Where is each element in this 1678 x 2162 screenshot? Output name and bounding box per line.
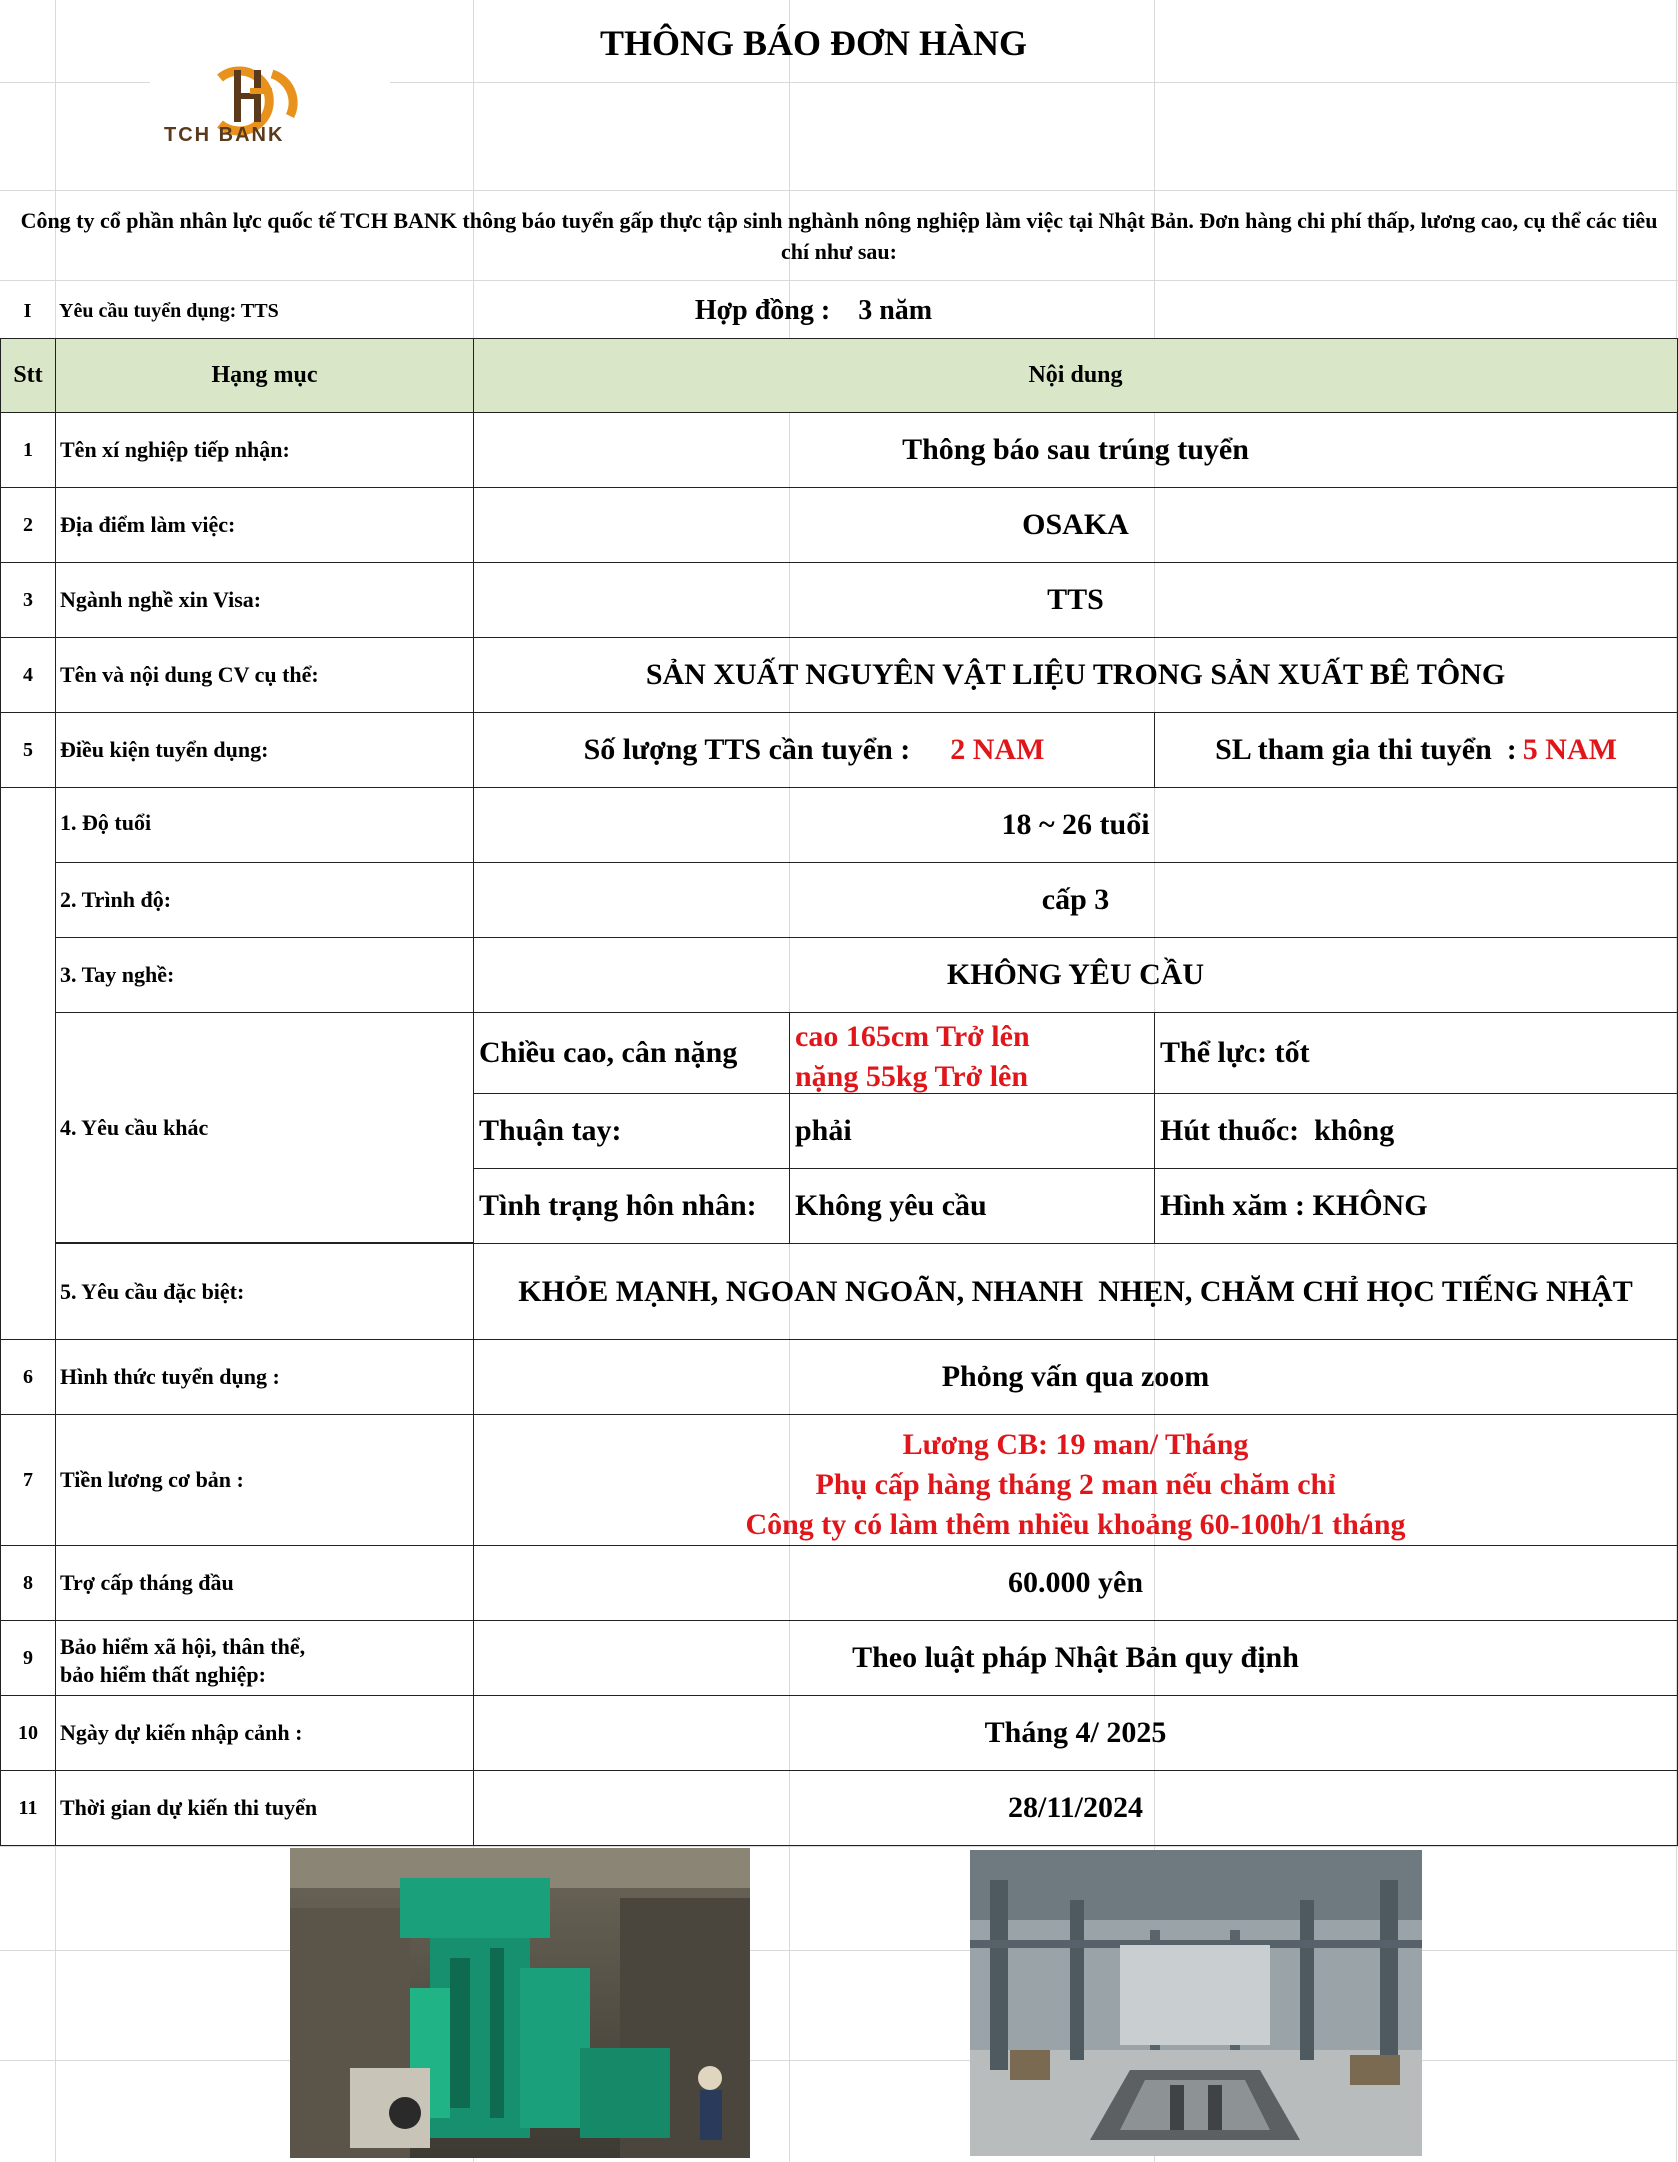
contract-duration: Hợp đồng : 3 năm bbox=[694, 295, 933, 326]
row-11-stt: 11 bbox=[0, 1770, 56, 1846]
row-6-stt: 6 bbox=[0, 1339, 56, 1415]
row-2-stt: 2 bbox=[0, 487, 56, 563]
height-value bbox=[789, 1012, 1155, 1094]
row-4-value: SẢN XUẤT NGUYÊN VẬT LIỆU TRONG SẢN XUẤT BÊ TÔNG bbox=[473, 637, 1678, 713]
other-label: 4. Yêu cầu khác bbox=[55, 1012, 474, 1243]
row-11-label: Thời gian dự kiến thi tuyển bbox=[55, 1770, 474, 1846]
row-5-qty bbox=[473, 712, 1155, 788]
row-1-value: Thông báo sau trúng tuyển bbox=[473, 412, 1678, 488]
row-11-value: 28/11/2024 bbox=[473, 1770, 1678, 1846]
row-5-stt: 5 bbox=[0, 712, 56, 788]
qty-value: 2 NAM bbox=[950, 733, 1045, 766]
age-label: 1. Độ tuổi bbox=[55, 787, 474, 863]
row-7-stt: 7 bbox=[0, 1414, 56, 1546]
row-3-value: TTS bbox=[473, 562, 1678, 638]
factory-floor-photo bbox=[970, 1850, 1422, 2156]
edu-label: 2. Trình độ: bbox=[55, 862, 474, 938]
salary-line-2: Phụ cấp hàng tháng 2 man nếu chăm chỉ bbox=[815, 1468, 1336, 1501]
row-9-label bbox=[55, 1620, 474, 1696]
row-6-label: Hình thức tuyển dụng : bbox=[55, 1339, 474, 1415]
factory-machine-photo bbox=[290, 1848, 750, 2158]
row-4-stt: 4 bbox=[0, 637, 56, 713]
row-3-stt: 3 bbox=[0, 562, 56, 638]
salary-line-1: Lương CB: 19 man/ Tháng bbox=[902, 1428, 1249, 1461]
fitness-value: Thể lực: tốt bbox=[1154, 1012, 1678, 1094]
row-2-value: OSAKA bbox=[473, 487, 1678, 563]
salary-line-3: Công ty có làm thêm nhiều khoảng 60-100h/1 tháng bbox=[745, 1508, 1406, 1541]
row-9-label-line1: Bảo hiểm xã hội, thân thể, bbox=[60, 1634, 306, 1659]
height-value-line1: cao 165cm Trở lên bbox=[795, 1020, 1030, 1053]
section-number: I bbox=[23, 299, 32, 322]
special-value: KHỎE MẠNH, NGOAN NGOÃN, NHANH NHẸN, CHĂM CHỈ HỌC TIẾNG NHẬT bbox=[473, 1243, 1678, 1340]
row-10-value: Tháng 4/ 2025 bbox=[473, 1695, 1678, 1771]
row-7-value bbox=[473, 1414, 1678, 1546]
age-value: 18 ~ 26 tuổi bbox=[473, 787, 1678, 863]
row-2-label: Địa điểm làm việc: bbox=[55, 487, 474, 563]
skill-label: 3. Tay nghề: bbox=[55, 937, 474, 1013]
row-5-label: Điều kiện tuyển dụng: bbox=[55, 712, 474, 788]
special-label: 5. Yêu cầu đặc biệt: bbox=[55, 1243, 474, 1340]
marriage-value: Không yêu cầu bbox=[789, 1168, 1155, 1244]
row-9-value: Theo luật pháp Nhật Bản quy định bbox=[473, 1620, 1678, 1696]
logo-text: TCH BANK bbox=[164, 124, 285, 146]
row-8-stt: 8 bbox=[0, 1545, 56, 1621]
row-3-label: Ngành nghề xin Visa: bbox=[55, 562, 474, 638]
skill-value: KHÔNG YÊU CẦU bbox=[473, 937, 1678, 1013]
row-6-value: Phỏng vấn qua zoom bbox=[473, 1339, 1678, 1415]
hand-value: phải bbox=[789, 1093, 1155, 1169]
hand-label: Thuận tay: bbox=[473, 1093, 790, 1169]
row-9-stt: 9 bbox=[0, 1620, 56, 1696]
exam-label: SL tham gia thi tuyển : bbox=[1215, 733, 1517, 766]
marriage-label: Tình trạng hôn nhân: bbox=[473, 1168, 790, 1244]
tattoo-value: Hình xăm : KHÔNG bbox=[1154, 1168, 1678, 1244]
row-10-label: Ngày dự kiến nhập cảnh : bbox=[55, 1695, 474, 1771]
qty-label: Số lượng TTS cần tuyển : bbox=[583, 733, 911, 766]
row-1-label: Tên xí nghiệp tiếp nhận: bbox=[55, 412, 474, 488]
row-9-label-line2: bảo hiểm thất nghiệp: bbox=[60, 1662, 266, 1687]
sub-stt-merged bbox=[0, 787, 56, 1340]
header-stt: Stt bbox=[0, 338, 56, 413]
edu-value: cấp 3 bbox=[473, 862, 1678, 938]
header-content: Nội dung bbox=[473, 338, 1678, 413]
row-5-exam bbox=[1154, 712, 1678, 788]
company-logo bbox=[150, 44, 390, 154]
row-8-value: 60.000 yên bbox=[473, 1545, 1678, 1621]
page-title: THÔNG BÁO ĐƠN HÀNG bbox=[599, 23, 1028, 63]
height-value-line2: nặng 55kg Trở lên bbox=[795, 1060, 1029, 1093]
header-item: Hạng mục bbox=[55, 338, 474, 413]
intro-text: Công ty cổ phần nhân lực quốc tế TCH BANK thông báo tuyển gấp thực tập sinh nghành nông nghiệp làm việc tại Nhật Bản. Đơn hàng chi phí thấp, lương cao, cụ thể các tiêu chí như sau: bbox=[20, 208, 1658, 264]
row-10-stt: 10 bbox=[0, 1695, 56, 1771]
row-7-label: Tiền lương cơ bản : bbox=[55, 1414, 474, 1546]
smoke-value: Hút thuốc: không bbox=[1154, 1093, 1678, 1169]
row-4-label: Tên và nội dung CV cụ thể: bbox=[55, 637, 474, 713]
section-label: Yêu cầu tuyển dụng: TTS bbox=[59, 299, 279, 322]
height-label: Chiều cao, cân nặng bbox=[473, 1012, 790, 1094]
exam-value: 5 NAM bbox=[1522, 733, 1617, 766]
row-8-label: Trợ cấp tháng đầu bbox=[55, 1545, 474, 1621]
row-1-stt: 1 bbox=[0, 412, 56, 488]
